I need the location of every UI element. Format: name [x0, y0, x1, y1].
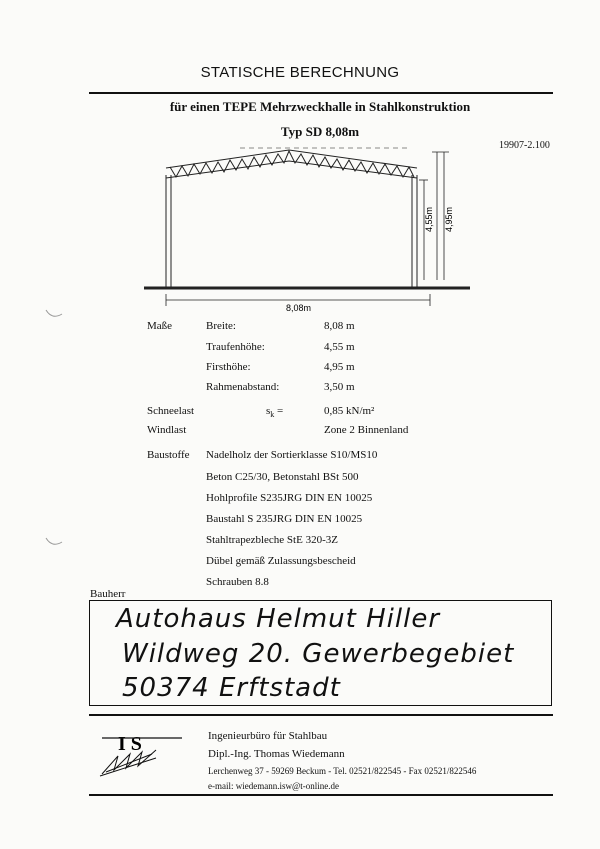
office-person: Dipl.-Ing. Thomas Wiedemann	[208, 748, 345, 760]
document-number: 19907-2.100	[499, 140, 550, 151]
client-city-handwritten: 50374 Erftstadt	[122, 673, 341, 703]
masse-label: Maße	[147, 320, 173, 332]
snow-load-symbol: $s_k$ =	[266, 405, 284, 420]
roof-top-chord	[166, 150, 417, 168]
material-item: Schrauben 8.8	[206, 576, 269, 588]
document-subtitle: für einen TEPE Mehrzweckhalle in Stahlkonstruktion	[169, 99, 471, 114]
client-street-handwritten: Wildweg 20. Gewerbegebiet	[122, 639, 515, 669]
client-label: Bauherr	[90, 588, 126, 600]
roof-bottom-chord	[166, 161, 417, 178]
material-item: Stahltrapezbleche StE 320-3Z	[206, 534, 338, 546]
snow-load-label: Schneelast	[147, 405, 195, 417]
width-label: 8,08m	[286, 303, 312, 313]
hall-frame-diagram	[140, 140, 470, 315]
office-address: Lerchenweg 37 - 59269 Beckum - Tel. 02521/822545 - Fax 02521/822546	[208, 766, 477, 776]
masse-row-value: 8,08 m	[324, 320, 355, 332]
masse-row-name: Traufenhöhe:	[206, 341, 265, 353]
material-item: Hohlprofile S235JRG DIN EN 10025	[206, 492, 373, 504]
wind-load-value: Zone 2 Binnenland	[324, 424, 409, 436]
masse-row-value: 3,50 m	[324, 381, 355, 393]
material-item: Nadelholz der Sortierklasse S10/MS10	[206, 449, 378, 461]
office-name: Ingenieurbüro für Stahlbau	[208, 730, 328, 742]
document-title: STATISCHE BERECHNUNG	[200, 64, 400, 81]
office-email: e-mail: wiedemann.isw@t-online.de	[208, 781, 340, 791]
materials-label: Baustoffe	[147, 449, 190, 461]
ridge-height-label: 4,95m	[444, 206, 454, 232]
masse-row-name: Breite:	[206, 320, 236, 332]
office-divider-top	[89, 714, 553, 716]
masse-row-value: 4,95 m	[324, 361, 355, 373]
office-divider-bottom	[89, 794, 553, 796]
eave-height-label: 4,55m	[424, 206, 434, 232]
client-name-handwritten: Autohaus Helmut Hiller	[116, 604, 441, 634]
snow-load-value: 0,85 kN/m²	[324, 405, 375, 417]
title-divider	[89, 92, 553, 94]
svg-text:I S: I S	[118, 733, 142, 755]
hole-punch-mark-icon	[44, 536, 64, 550]
material-item: Baustahl S 235JRG DIN EN 10025	[206, 513, 363, 525]
hole-punch-mark-icon	[44, 308, 64, 322]
masse-row-value: 4,55 m	[324, 341, 355, 353]
material-item: Beton C25/30, Betonstahl BSt 500	[206, 471, 359, 483]
isw-logo	[96, 728, 196, 778]
wind-load-label: Windlast	[147, 424, 187, 436]
type-label: Typ SD 8,08m	[280, 124, 360, 139]
masse-row-name: Firsthöhe:	[206, 361, 251, 373]
masse-row-name: Rahmenabstand:	[206, 381, 280, 393]
material-item: Dübel gemäß Zulassungsbescheid	[206, 555, 356, 567]
